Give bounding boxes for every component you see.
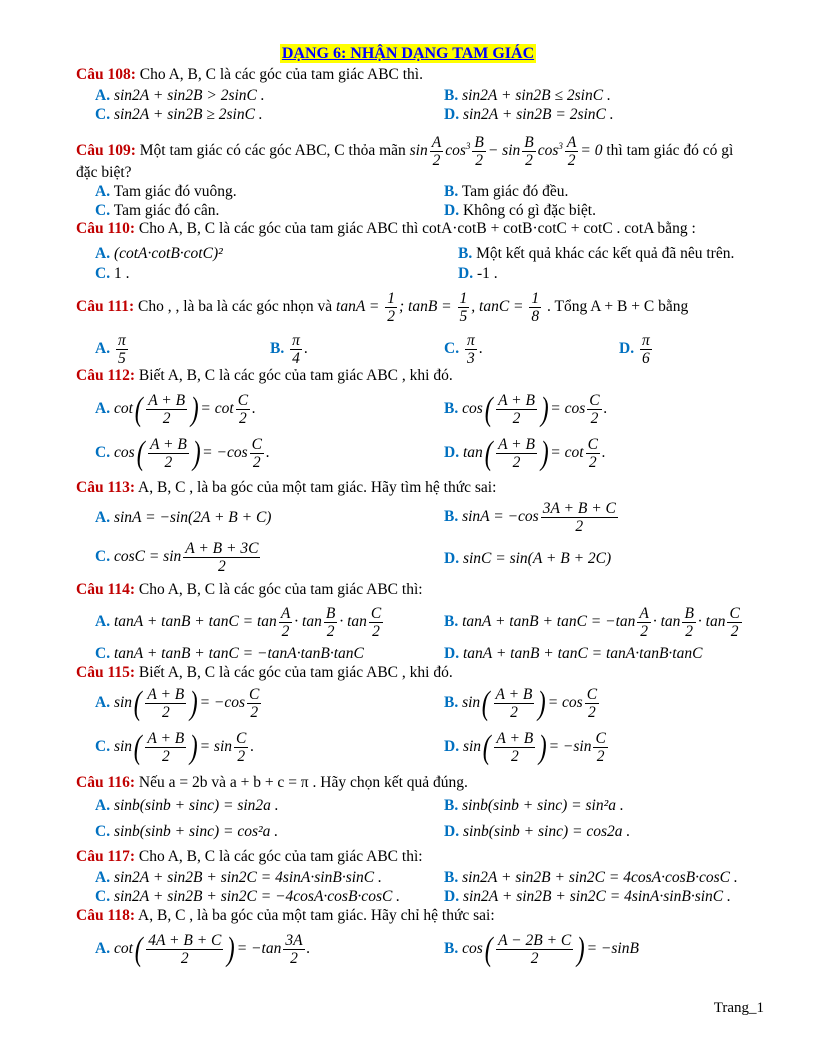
option-a: A. cot( $\frac{A + B}{2}$ ) = cot $\frac{C}{2}$ . [95,390,256,428]
question-label: Câu 113: [76,479,135,496]
option-a [95,508,271,528]
question-label: Câu 116: [76,774,135,791]
option-c: C. cos( $\frac{A + B}{2}$ ) = −cos $\frac{C}{2}$ . [95,434,270,472]
option-c [95,644,364,664]
question-label: Câu 112: [76,367,135,384]
option-label: B. [444,869,459,886]
option-label: A. [95,245,111,262]
option-text: sinb(sinb + sinc) = sin²a . [462,797,624,814]
question-116 [76,773,766,793]
option-text: sinA = −sin(2A + B + C) [113,509,272,526]
option-d: D. $\frac{\pi}{6}$ [619,332,650,367]
section-title: DẠNG 6: NHẬN DẠNG TAM GIÁC [281,45,535,62]
option-label: A. [95,509,111,526]
option-b [444,182,568,202]
option-text: sin2A + sin2B ≤ 2sinC . [462,87,611,104]
option-label: A. [95,340,111,358]
option-label: C. [444,340,460,358]
option-label: B. [444,613,459,631]
question-text: Biết A, B, C là các góc của tam giác ABC , khi đó. [138,367,453,384]
option-d [444,549,611,569]
question-115 [76,663,766,683]
condition-formula: sin $\frac{A}{2}$ $\cos^3$ $\frac{B}{2}$ − sin $\frac{B}{2}$ $\cos^3$ $\frac{A}{2}$ = 0 [409,134,603,169]
option-c [95,822,278,842]
option-label: C. [95,548,111,566]
option-b: B. cos( $\frac{A - 2B + C}{2}$ ) = −sinB [444,930,639,968]
question-text: Nếu a = 2b và a + b + c = π . Hãy chọn kết quả đúng. [138,774,468,791]
question-text: Cho A, B, C là các góc của tam giác ABC thì: [138,848,423,865]
option-label: C. [95,265,111,282]
option-d [444,644,702,664]
option-b [444,796,624,816]
question-label: Câu 115: [76,664,135,681]
option-text: sin2A + sin2B + sin2C = 4sinA·sinB·sinC . [113,869,382,886]
option-text: sinC = sin(A + B + 2C) [462,550,612,567]
question-114 [76,580,766,600]
question-text: Cho , , là ba là các góc nhọn và [138,298,333,316]
option-c: C. cosC = sin $\frac{A + B + 3C}{2}$ [95,540,259,575]
option-text: sin2A + sin2B + sin2C = −4cosA·cosB·cosC . [113,888,401,905]
option-b [458,244,734,264]
option-text: sin2A + sin2B > 2sinC . [113,87,265,104]
option-c: C. sin( $\frac{A + B}{2}$ ) = sin $\frac{C}{2}$ . [95,728,255,766]
option-text: sinb(sinb + sinc) = cos2a . [462,823,631,840]
option-text: Một kết quả khác các kết quả đã nêu trên. [476,245,735,262]
option-text: sin2A + sin2B ≥ 2sinC . [113,106,263,123]
option-b [444,86,611,106]
option-label: C. [95,444,111,462]
option-b: B. tanA + tanB + tanC = −tan $\frac{A}{2}$ · tan $\frac{B}{2}$ · tan $\frac{C}{2}$ [444,605,740,640]
question-109-line2 [76,163,766,183]
option-label: B. [444,87,459,104]
option-label: B. [458,245,473,262]
option-d [444,105,614,125]
question-label: Câu 111: [76,298,135,316]
option-label: A. [95,797,111,814]
option-a [95,868,382,888]
option-c [95,264,129,284]
option-text: Không có gì đặc biệt. [462,202,596,219]
question-text: A, B, C , là ba góc của một tam giác. Hãy chỉ hệ thức sai: [138,907,495,924]
question-text: Một tam giác có các góc ABC, C thỏa mãn [139,142,406,160]
question-label: Câu 109: [76,142,136,160]
question-117 [76,847,766,867]
tangent-values: tanA = $\frac{1}{2}$ ; tanB = $\frac{1}{5}$ , tanC = $\frac{1}{8}$ [336,290,540,325]
option-label: D. [444,106,460,123]
option-text: (cotA·cotB·cotC)² [113,245,223,262]
option-a: A. tanA + tanB + tanC = tan $\frac{A}{2}$ · tan $\frac{B}{2}$ · tan $\frac{C}{2}$ [95,605,382,640]
question-113 [76,478,766,498]
question-108 [76,65,766,85]
option-label: C. [95,106,111,123]
option-label: A. [95,183,111,200]
question-text: A, B, C , là ba góc của một tam giác. Hãy tìm hệ thức sai: [138,479,497,496]
question-label: Câu 118: [76,907,135,924]
question-text: Cho A, B, C là các góc của tam giác ABC thì. [139,66,423,83]
option-d [444,887,731,907]
option-label: D. [444,738,460,756]
option-a [95,182,237,202]
option-text: Tam giác đó vuông. [113,183,237,200]
option-b: B. sinA = −cos $\frac{3A + B + C}{2}$ [444,500,616,535]
option-label: D. [619,340,635,358]
question-label: Câu 108: [76,66,136,83]
option-label: B. [444,694,459,712]
question-text-cont: . Tổng A + B + C bằng [547,298,689,316]
option-c: C. $\frac{\pi}{3}$ . [444,332,483,367]
option-text: sinb(sinb + sinc) = cos²a . [113,823,279,840]
option-text: Tam giác đó đều. [461,183,569,200]
option-label: B. [444,508,459,526]
option-b: B. $\frac{\pi}{4}$ . [270,332,308,367]
question-label: Câu 110: [76,220,135,237]
question-text: Biết A, B, C là các góc của tam giác ABC , khi đó. [138,664,453,681]
option-label: D. [444,888,460,905]
option-text: sinb(sinb + sinc) = sin2a . [113,797,279,814]
option-label: A. [95,613,111,631]
question-text-cont: thì tam giác đó có gì [606,142,734,160]
option-label: A. [95,940,111,958]
question-text-line2: đặc biệt? [76,164,132,181]
option-d [444,201,596,221]
option-text: sin2A + sin2B + sin2C = 4sinA·sinB·sinC . [462,888,731,905]
option-d: D. sin( $\frac{A + B}{2}$ ) = −sin $\frac{C}{2}$ [444,728,606,766]
option-label: A. [95,87,111,104]
option-label: D. [444,823,460,840]
option-text: sin2A + sin2B = 2sinC . [462,106,614,123]
option-label: B. [444,797,459,814]
option-label: B. [444,183,459,200]
option-label: A. [95,869,111,886]
question-111 [76,290,766,325]
option-label: C. [95,738,111,756]
option-label: D. [444,645,460,662]
option-label: D. [444,550,460,567]
option-label: C. [95,823,111,840]
option-d: D. tan( $\frac{A + B}{2}$ ) = cot $\frac{C}{2}$ . [444,434,606,472]
option-a: A. $\frac{\pi}{5}$ [95,332,126,367]
option-text: Tam giác đó cân. [113,202,220,219]
option-b: B. sin( $\frac{A + B}{2}$ ) = cos $\frac{C}{2}$ [444,684,598,722]
option-a: A. cot( $\frac{4A + B + C}{2}$ ) = −tan $\frac{3A}{2}$ . [95,930,311,968]
question-label: Câu 117: [76,848,135,865]
option-a [95,244,223,264]
question-112 [76,366,766,386]
question-text: Cho A, B, C là các góc của tam giác ABC thì cotA·cotB + cotB·cotC + cotC . cotA bằng : [138,220,696,237]
option-text: tanA + tanB + tanC = −tanA·tanB·tanC [113,645,364,662]
option-label: B. [270,340,285,358]
option-d [458,264,498,284]
option-label: B. [444,400,459,418]
option-b: B. cos( $\frac{A + B}{2}$ ) = cos $\frac{C}{2}$ . [444,390,608,428]
option-label: D. [444,444,460,462]
option-label: D. [444,202,460,219]
option-c [95,201,219,221]
option-text: sin2A + sin2B + sin2C = 4cosA·cosB·cosC . [462,869,738,886]
option-label: C. [95,645,111,662]
option-d [444,822,630,842]
question-label: Câu 114: [76,581,135,598]
option-label: A. [95,694,111,712]
question-118 [76,906,766,926]
question-text: Cho A, B, C là các góc của tam giác ABC thì: [138,581,423,598]
option-b [444,868,738,888]
option-a: A. sin( $\frac{A + B}{2}$ ) = −cos $\frac{C}{2}$ [95,684,260,722]
question-110 [76,219,766,239]
option-label: C. [95,202,111,219]
option-text: 1 . [113,265,130,282]
option-label: A. [95,400,111,418]
option-c [95,105,263,125]
option-a [95,796,279,816]
option-label: D. [458,265,474,282]
option-c [95,887,400,907]
option-a [95,86,265,106]
option-label: B. [444,940,459,958]
option-text: tanA + tanB + tanC = tanA·tanB·tanC [462,645,703,662]
option-text: -1 . [476,265,498,282]
option-label: C. [95,888,111,905]
page-footer: Trang_1 [713,1000,764,1016]
